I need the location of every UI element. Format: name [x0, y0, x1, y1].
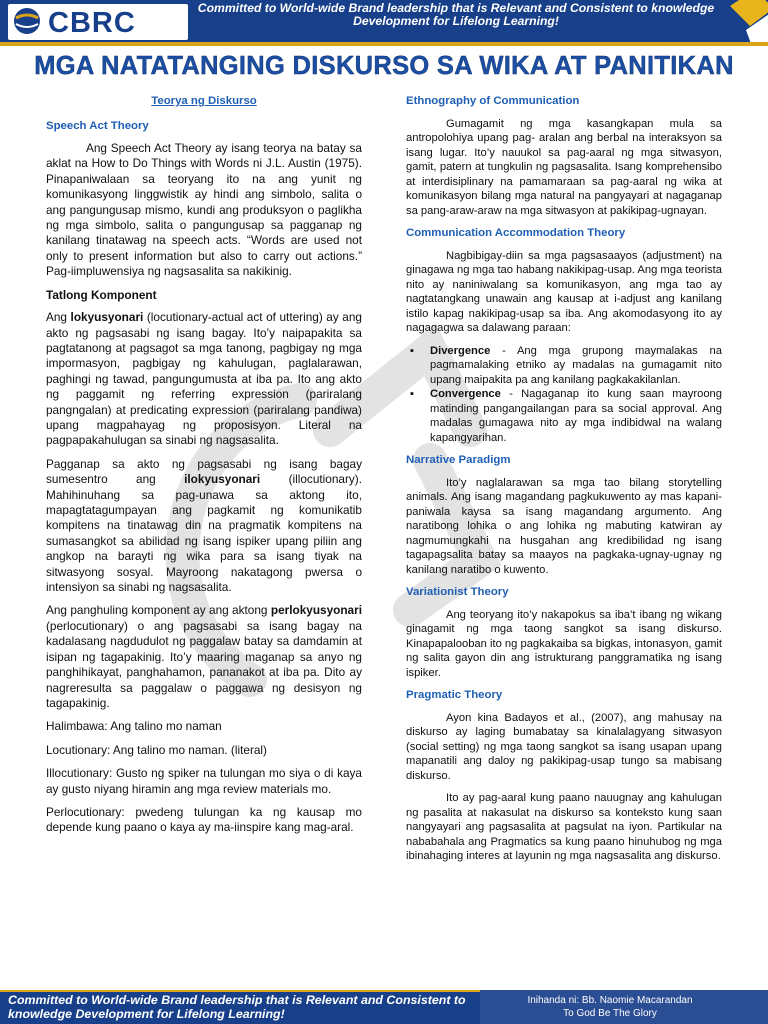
paragraph-pragmatic-1: Ayon kina Badayos et al., (2007), ang mahusay na diskurso ay laging bumabatay sa kinalalagyang sitwasyon (social setting) ng mga taong sangkot sa isang usapan upang mapanatili ang daloy ng pakikipag-usap tungo sa mabisang diskurso.: [406, 711, 722, 782]
header-stripe: [0, 42, 768, 46]
paragraph-narrative: Ito’y naglalarawan sa mga tao bilang storytelling animals. Ang isang magandang pagkukuwento ay mas kapani-paniwala kaysa sa isang magandang argumento. Ang naratibong lohika o ang lohika ng mabuting katwiran ay nagmumungkahi na husgahan ang kredibilidad ng isang tagapagsalita batay sa maayos na pagkaka-ugnay-ugnay ng kanilang naratibo o kuwento.: [406, 476, 722, 576]
paragraph-accommodation: Nagbibigay-diin sa mga pagsasaayos (adjustment) na ginagawa ng mga tao habang nakikipag-usap. Ang mga teorista nito ay naniniwalang sa komunikasyon, ang mga tao ay nagtatangkang unawain ang kausap at i-adjust ang kanilang istilo kapag nakikipag-usap sa iba. Ang akomodasyong ito ay nagagagwa sa dalawang paraan:: [406, 249, 722, 334]
globe-emblem-icon: [12, 6, 42, 36]
footer-banner: [0, 990, 768, 1024]
footer-credits: [480, 990, 768, 1024]
header-tagline: Committed to World-wide Brand leadership that is Relevant and Consistent to knowledge Development for Lifelong Learning!: [197, 1, 715, 28]
heading-pragmatic: Pragmatic Theory: [406, 689, 503, 701]
heading-variationist: Variationist Theory: [406, 586, 509, 598]
corner-accent-icon: [724, 0, 768, 46]
right-column: [406, 94, 722, 872]
cbrc-logo: [8, 4, 188, 40]
paragraph-speech-act: Ang Speech Act Theory ay isang teorya na batay sa aklat na How to Do Things with Words ni J.L. Austin (1975). Pinapaniwalaan sa teoryang ito na ang yunit ng komunikasyong linggwistik ay hindi ang simbolo, salita o ang pangungusap mismo, kundi ang produksyon o paglikha ng mga simbolo, salita o pangungusap sa pagganap ng kanilang tinatawag na speech acts. “Words are used not only to present information but also to carry out actions.” Pag-iimpluwensiya ng nagsasalita sa nakikinig.: [46, 141, 362, 279]
header-banner: [0, 0, 768, 46]
footer-tagline: Committed to World-wide Brand leadership that is Relevant and Consistent to knowledge Development for Lifelong Learning!: [8, 993, 466, 1021]
paragraph-pragmatic-2: Ito ay pag-aaral kung paano nauugnay ang kahulugan ng pasalita at nakasulat na diskurso sa konteksto kung saan nangyayari ang pagsasalita at pagsulat na iyon. Partikular na nababahala ang Pragmatics sa kung paano hinuhubog ng mga ibinahaging interes at layunin ng mga nagsasalita ang diskurso.: [406, 792, 722, 862]
paragraph-perlokyusyonari: Ang panghuling komponent ay ang aktong perlokyusyonari (perlocutionary) o ang pagsasabi sa isang bagay na kadalasang nagdudulot ng paggalaw batay sa damdamin at isipan ng tagapakinig. Ito’y maaring maganap sa anyo ng panghihikayat, panghahamon, pananakot at iba pa. Dito ay nagreresulta sa paggalaw o paggawa ng desisyon ng tagapakinig.: [46, 603, 362, 710]
example-perlocutionary: Perlocutionary: pwedeng tulungan ka ng kausap mo depende kung paano o kaya ay ma-iinspire kang mag-aral.: [46, 804, 362, 835]
left-column: [46, 94, 362, 844]
paragraph-lokyusyonari: Ang lokyusyonari (locutionary-actual act of uttering) ay ang akto ng pagsasabi ng isang bagay. Ito’y naipapakita sa pagtatanong at pagsagot sa mga tanong, pagbigay ng mga impormasyon, pagbigay ng kahulugan, paglalarawan, paghingi ng tawad, pangungumusta at iba pa. Ito ang akto ng paggamit ng referring expression (pariralang pangngalan) at predicating expression (pariralang pandiwa) upang magpahayag ng proposisyon. Literal na pagpapakahulugan sa sinabi ng nagsasalita.: [46, 310, 362, 448]
paragraph-ethnography: Gumagamit ng mga kasangkapan mula sa antropolohiya upang pag- aralan ang berbal na interaksyon sa isang lugar. Ito’y nauukol sa pag-aaral ng mga sitwasyon, gamit, patern at tungkulin ng pagsasalita. Isang komprehensibo at interdisiplinary na pamamaraan sa pag-aaral ng wika at komunikasyon bilang mga natural na pangyayari at nagaganap sa pang-araw-araw na mga sitwasyon at pakikipag-ugnayan.: [406, 117, 722, 217]
example-halimbawa: Halimbawa: Ang talino mo naman: [46, 719, 222, 734]
footer-motto: To God Be The Glory: [563, 1008, 657, 1019]
page-title: MGA NATATANGING DISKURSO SA WIKA AT PANITIKAN: [34, 52, 734, 80]
example-illocutionary: Illocutionary: Gusto ng spiker na tulungan mo siya o di kaya ay gusto niyang hiramin ang mga review materials mo.: [46, 766, 362, 796]
section-heading-teorya: Teorya ng Diskurso: [151, 95, 257, 107]
heading-accommodation: Communication Accommodation Theory: [406, 227, 626, 239]
heading-speech-act: Speech Act Theory: [46, 119, 149, 132]
prepared-by: Inihanda ni: Bb. Naomie Macarandan: [527, 995, 693, 1006]
example-locutionary: Locutionary: Ang talino mo naman. (literal): [46, 742, 267, 757]
list-item-divergence: ▪ Divergence - Ang mga grupong maymalakas na pagmamalaking etniko ay madalas na gumagamit nito upang maipakita pa ang kanilang pagkakakilanlan.: [430, 344, 722, 388]
paragraph-variationist: Ang teoryang ito’y nakapokus sa iba’t ibang ng wikang ginagamit ng mga taong sangkot sa isang diskurso. Kinapapalooban ito ng pagkakaiba sa bigkas, intonasyon, gamit ng salita gayon din ang istrukturang panggramatika ng isang ispiker.: [406, 608, 722, 679]
logo-text: CBRC: [48, 7, 136, 39]
paragraph-ilokyusyonari: Pagganap sa akto ng pagsasabi ng isang bagay sumesentro ang ilokyusyonari (illocutionary). Mahihinuhang sa pag-unawa sa aktong ito, mapagtatagumpayan ang pagkamit ng komunikatib kompitens na tinatawag din na pragmatik kompitens na sumasangkot sa abilidad ng isang ispiker upang piliin ang angkop na barayti ng wika para sa isang tiyak na sitwasyong sosyal. Mayroong nakatagong pwersa o intensiyon sa sinabi ng nagsasalita.: [46, 456, 363, 595]
heading-ethnography: Ethnography of Communication: [406, 95, 580, 107]
accommodation-list: [406, 344, 722, 446]
heading-tatlong-komponent: Tatlong Komponent: [46, 287, 157, 302]
list-item-convergence: ▪ Convergence - Nagaganap ito kung saan mayroong matinding pangangailangan para sa social approval. Ang madalas gumagawa nito ay mga indibidwal na walang kapangyarihan.: [430, 387, 722, 445]
heading-narrative: Narrative Paradigm: [406, 454, 511, 466]
footer-stripe: [0, 990, 480, 992]
